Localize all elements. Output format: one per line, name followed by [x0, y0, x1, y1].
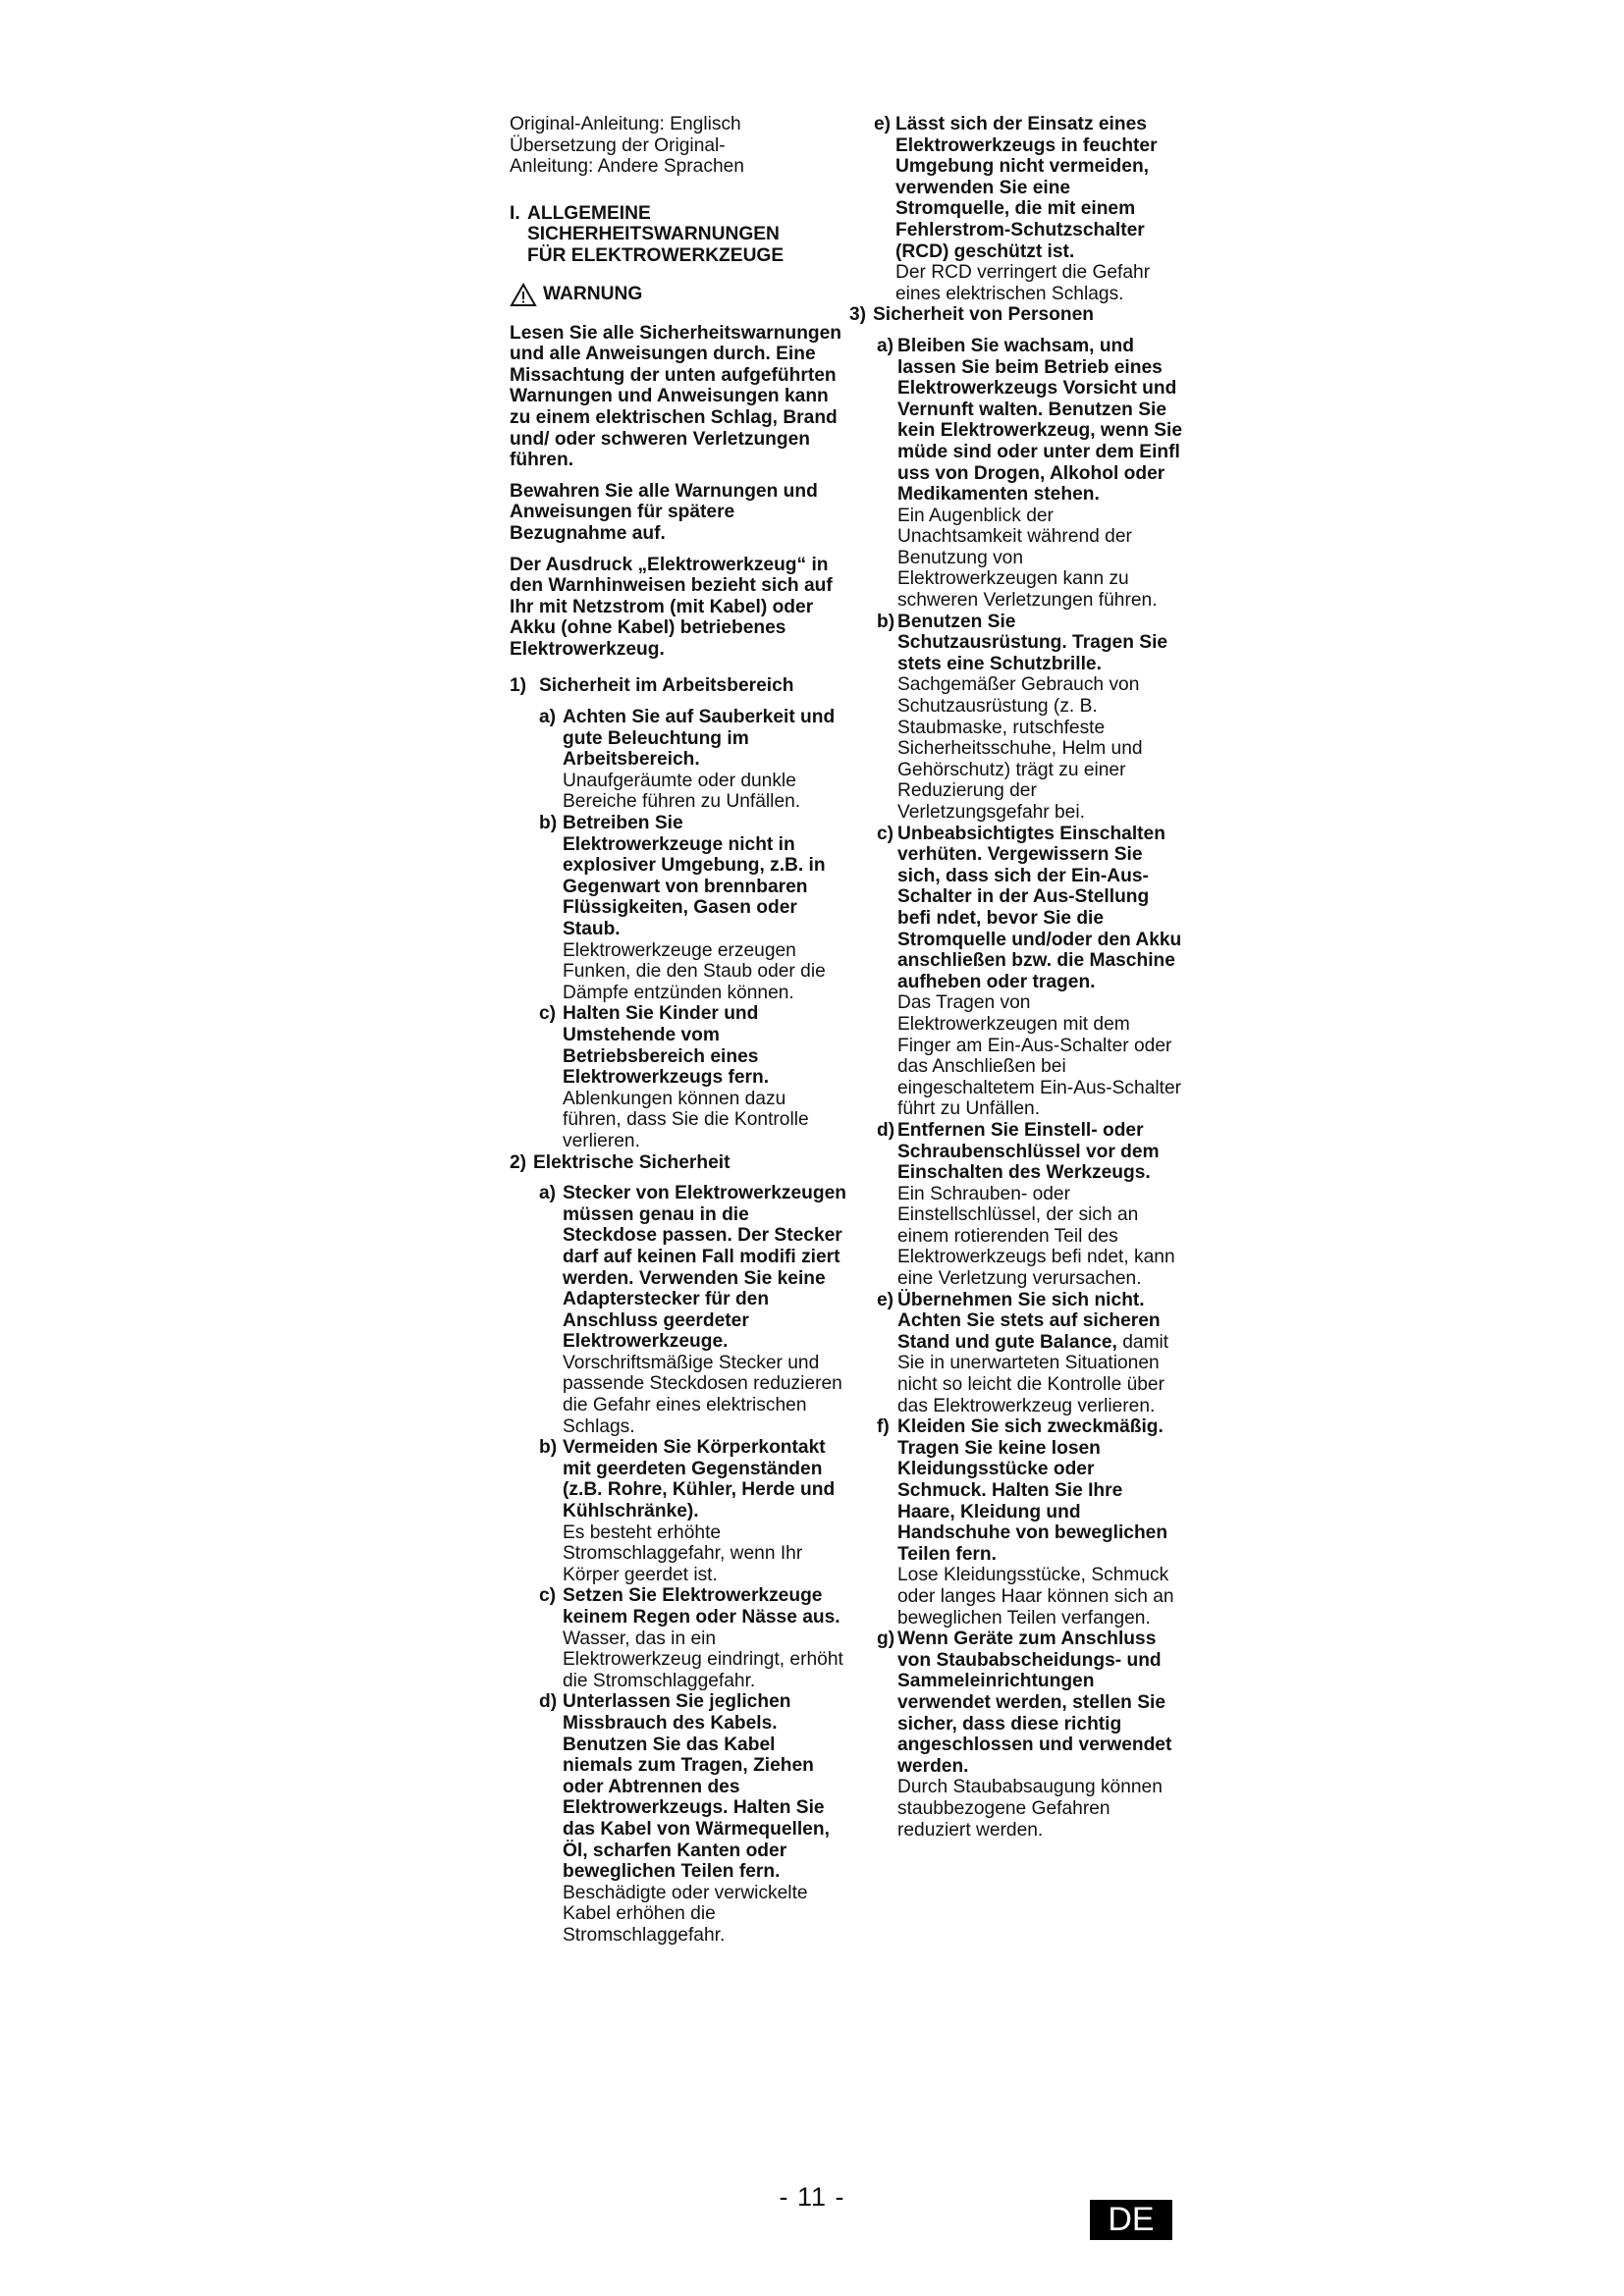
item-text: Ein Augenblick der Unachtsamkeit während der Benutzung von Elektrowerkzeugen kann zu schweren Verletzungen führen. — [897, 505, 1158, 612]
item-text: Sachgemäßer Gebrauch von Schutzausrüstung (z. B. Staubmaske, rutschfeste Sicherheitsschuhe, Helm und Gehörschutz) trägt zu einer Reduzierung der Verletzungsgefahr bei. — [897, 674, 1143, 823]
section-number: I. — [510, 202, 520, 224]
section-heading — [510, 203, 848, 267]
item-text: Das Tragen von Elektrowerkzeugen mit dem Finger am Ein-Aus-Schalter oder das Anschließen bei eingeschaltetem Ein-Aus-Schalter führt zu Unfällen. — [897, 992, 1182, 1120]
item-text: Durch Staubabsaugung können staubbezogene Gefahren reduziert werden. — [897, 1777, 1163, 1841]
item-label: d) — [877, 1119, 895, 1141]
list-item — [849, 1629, 1183, 1841]
list-item — [849, 114, 1183, 304]
paragraph: Der Ausdruck „Elektrowerkzeug“ in den Warnhinweisen bezieht sich auf Ihr mit Netzstrom (mit Kabel) oder Akku (ohne Kabel) betriebenes Elektrowerkzeug. — [510, 554, 833, 660]
page-number: - 11 - — [779, 2182, 845, 2212]
section-title: FÜR ELEKTROWERKZEUGE — [527, 244, 785, 266]
item-text: Wasser, das in ein Elektrowerkzeug eindringt, erhöht die Stromschlaggefahr. — [563, 1628, 843, 1691]
item-label: c) — [877, 823, 894, 844]
item-bold: Unterlassen Sie jeglichen Missbrauch des Kabels. Benutzen Sie das Kabel niemals zum Tragen, Ziehen oder Abtrennen des Elektrowerkzeugs. Halten Sie das Kabel von Wärmequellen, Öl, scharfen Kanten oder beweglichen Teilen fern. — [563, 1691, 830, 1883]
section-title: SICHERHEITSWARNUNGEN — [527, 224, 780, 245]
item-text: Ablenkungen können dazu führen, dass Sie die Kontrolle verlieren. — [563, 1088, 809, 1151]
list-item — [510, 1183, 848, 1437]
list-item — [510, 707, 848, 813]
subsection-title: Sicherheit von Personen — [873, 304, 1094, 326]
item-label: d) — [539, 1691, 558, 1713]
warning-triangle-icon — [510, 283, 537, 307]
item-bold: Halten Sie Kinder und Umstehende vom Betriebsbereich eines Elektrowerkzeugs fern. — [563, 1003, 770, 1089]
subsection-title: Elektrische Sicherheit — [533, 1151, 731, 1173]
list-item — [849, 824, 1183, 1120]
list-item — [849, 336, 1183, 612]
paragraph: Lesen Sie alle Sicherheitswarnungen und alle Anweisungen durch. Eine Missachtung der unten aufgeführten Warnungen und Anweisungen kann zu einem elektrischen Schlag, Brand und/ oder schweren Verletzungen führen. — [510, 322, 842, 471]
item-label: a) — [877, 335, 894, 356]
item-bold: Benutzen Sie Schutzausrüstung. Tragen Sie stets eine Schutzbrille. — [897, 611, 1168, 674]
item-label: b) — [539, 813, 558, 834]
item-text: Vorschriftsmäßige Stecker und passende Steckdosen reduzieren die Gefahr eines elektrischen Schlags. — [563, 1352, 842, 1437]
intro-line: Übersetzung der Original- — [510, 134, 726, 156]
subsection-heading — [510, 1152, 848, 1174]
item-label: f) — [877, 1416, 890, 1438]
item-label: b) — [539, 1437, 558, 1459]
item-bold: Setzen Sie Elektrowerkzeuge keinem Regen oder Nässe aus. — [563, 1585, 840, 1628]
intro-line: Original-Anleitung: Englisch — [510, 114, 741, 134]
item-text: Ein Schrauben- oder Einstellschlüssel, der sich an einem rotierenden Teil des Elektrowerkzeugs befi ndet, kann eine Verletzung verursachen. — [897, 1183, 1175, 1290]
item-text: damit Sie in unerwarteten Situationen nicht so leicht die Kontrolle über das Elektrowerkzeug verlieren. — [897, 1331, 1169, 1416]
item-bold: Stecker von Elektrowerkzeugen müssen genau in die Steckdose passen. Der Stecker darf auf keinen Fall modifi ziert werden. Verwenden Sie keine Adapterstecker für den Anschluss geerdeter Elektrowerkzeuge. — [563, 1183, 846, 1353]
left-column — [510, 114, 848, 1947]
section-title: ALLGEMEINE — [527, 202, 651, 224]
item-bold: Unbeabsichtigtes Einschalten verhüten. Vergewissern Sie sich, dass sich der Ein-Aus-Schalter in der Aus-Stellung befi ndet, bevor Sie die Stromquelle und/oder den Akku anschließen bzw. die Maschine aufheben oder tragen. — [897, 823, 1182, 992]
item-text: Beschädigte oder verwickelte Kabel erhöhen die Stromschlaggefahr. — [563, 1882, 808, 1946]
list-item — [510, 1003, 848, 1151]
list-item — [849, 612, 1183, 824]
list-item — [510, 1437, 848, 1585]
paragraph: Bewahren Sie alle Warnungen und Anweisungen für spätere Bezugnahme auf. — [510, 480, 818, 544]
item-label: a) — [539, 707, 557, 728]
item-label: e) — [874, 114, 892, 134]
list-item — [510, 1585, 848, 1691]
item-bold: Bleiben Sie wachsam, und lassen Sie beim Betrieb eines Elektrowerkzeugs Vorsicht und Vernunft walten. Benutzen Sie kein Elektrowerkzeug, wenn Sie müde sind oder unter dem Einfl uss von Drogen, Alkohol oder Medikamenten stehen. — [897, 335, 1183, 506]
item-label: c) — [539, 1585, 557, 1607]
intro-line: Anleitung: Andere Sprachen — [510, 156, 744, 178]
item-bold: Übernehmen Sie sich nicht. Achten Sie stets auf sicheren Stand und gute Balance, — [897, 1289, 1161, 1353]
item-text: Der RCD verringert die Gefahr eines elektrischen Schlags. — [895, 262, 1151, 304]
item-label: g) — [877, 1629, 895, 1650]
warning-label: WARNUNG — [543, 284, 643, 305]
item-text: Es besteht erhöhte Stromschlaggefahr, wenn Ihr Körper geerdet ist. — [563, 1522, 803, 1585]
list-item — [849, 1416, 1183, 1629]
list-item — [849, 1120, 1183, 1290]
item-bold: Kleiden Sie sich zweckmäßig. Tragen Sie keine losen Kleidungsstücke oder Schmuck. Halten Sie Ihre Haare, Kleidung und Handschuhe von beweglichen Teilen fern. — [897, 1416, 1168, 1565]
item-bold: Achten Sie auf Sauberkeit und gute Beleuchtung im Arbeitsbereich. — [563, 707, 836, 771]
item-label: e) — [877, 1289, 894, 1310]
language-badge: DE — [1090, 2200, 1172, 2240]
subsection-heading — [849, 304, 1183, 326]
right-column — [849, 114, 1183, 1841]
subsection-number: 2) — [510, 1151, 527, 1173]
item-text: Unaufgeräumte oder dunkle Bereiche führen zu Unfällen. — [563, 770, 801, 813]
subsection-number: 3) — [849, 304, 867, 326]
item-bold: Entfernen Sie Einstell- oder Schraubenschlüssel vor dem Einschalten des Werkzeugs. — [897, 1119, 1160, 1184]
item-text: Lose Kleidungsstücke, Schmuck oder langes Haar können sich an beweglichen Teilen verfangen. — [897, 1565, 1174, 1629]
subsection-title: Sicherheit im Arbeitsbereich — [539, 675, 794, 697]
item-label: c) — [539, 1003, 557, 1025]
item-bold: Betreiben Sie Elektrowerkzeuge nicht in explosiver Umgebung, z.B. in Gegenwart von brennbaren Flüssigkeiten, Gasen oder Staub. — [563, 813, 826, 939]
item-bold: Vermeiden Sie Körperkontakt mit geerdeten Gegenständen (z.B. Rohre, Kühler, Herde und Kühlschränke). — [563, 1437, 836, 1522]
list-item — [510, 813, 848, 1003]
item-bold: Lässt sich der Einsatz eines Elektrowerkzeugs in feuchter Umgebung nicht vermeiden, verwenden Sie eine Stromquelle, die mit einem Fehlerstrom-Schutzschalter (RCD) geschützt ist. — [895, 114, 1158, 262]
item-label: b) — [877, 611, 895, 632]
subsection-number: 1) — [510, 675, 527, 697]
warning-heading — [510, 283, 848, 307]
list-item — [510, 1691, 848, 1946]
item-label: a) — [539, 1183, 557, 1204]
list-item — [849, 1290, 1183, 1417]
item-bold: Wenn Geräte zum Anschluss von Staubabscheidungs- und Sammeleinrichtungen verwendet werden, stellen Sie sicher, dass diese richtig angeschlossen und verwendet werden. — [897, 1629, 1172, 1777]
subsection-heading — [510, 675, 848, 697]
item-text: Elektrowerkzeuge erzeugen Funken, die den Staub oder die Dämpfe entzünden können. — [563, 939, 826, 1003]
